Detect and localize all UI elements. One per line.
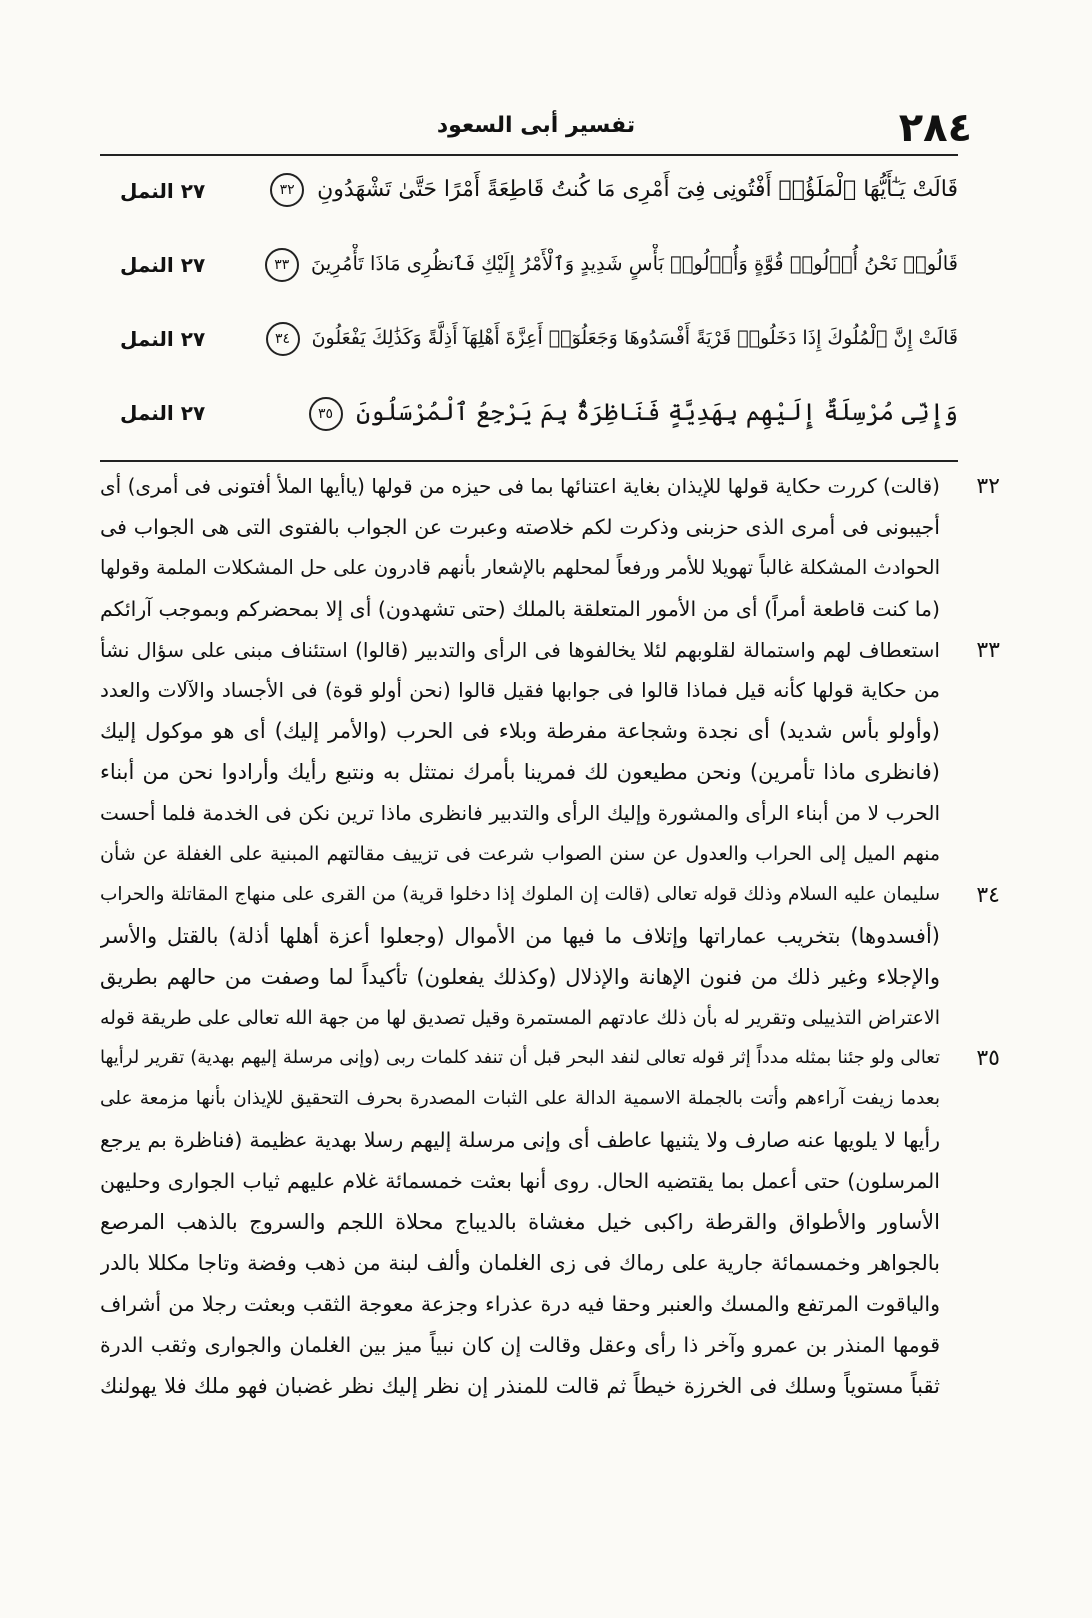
commentary-line — [100, 466, 1000, 507]
commentary-text: ثقباً مستوياً وسلك فى الخرزة خيطاً ثم قالت للمنذر إن نظر إليك نظر غضبان فهو ملك فلا يهولنك — [100, 1373, 940, 1398]
commentary-text: الأساور والأطواق والقرطة راكبى خيل مغشاة بالديباج محلاة اللجم والسروج بالذهب المرصع — [100, 1210, 940, 1235]
verse-text: قَالُوا۟ نَحْنُ أُو۟لُوا۟ قُوَّةٍ وَأُو۟لُوا۟ بَأْسٍ شَدِيدٍ وَٱلْأَمْرُ إِلَيْكِ فَٱنظُرِى مَاذَا تَأْمُرِينَ — [310, 252, 958, 275]
commentary-text: بعدما زيفت آراءهم وأتت بالجملة الاسمية الدالة على الثبات المصدرة بحرف التحقيق للإيذان بأنها مزمعة على — [100, 1088, 940, 1110]
verse-line — [100, 308, 958, 382]
commentary-line — [100, 957, 958, 998]
commentary-line — [100, 1161, 958, 1202]
commentary-text: أجيبونى فى أمرى الذى حزبنى وذكرت لكم خلاصته وعبرت عن الجواب بالفتوى التى هى الجواب فى — [100, 514, 940, 539]
commentary-text: (أفسدوها) بتخريب عماراتها وإتلاف ما فيها من الأموال (وجعلوا أعزة أهلها أذلة) بالقتل والأسر — [100, 923, 940, 948]
commentary-text: والإجلاء وغير ذلك من فنون الإهانة والإذلال (وكذلك يفعلون) تأكيداً لما وصفت من حالهم بطريق — [100, 964, 940, 989]
commentary-text: (وأولو بأس شديد) أى نجدة وشجاعة مفرطة وبلاء فى الحرب (والأمر إليك) أى هو موكول إليك — [100, 719, 940, 744]
verse-number-marker: ٣٢ — [270, 173, 304, 207]
commentary-text: قومها المنذر بن عمرو وآخر ذا رأى وعقل وقالت إن كان نبياً ميز بين الغلمان والجوارى وثقب الدرة — [100, 1332, 940, 1357]
verses-block — [100, 160, 958, 456]
commentary-line — [100, 875, 1000, 916]
verse-line — [100, 160, 958, 234]
commentary-line — [100, 1079, 958, 1120]
commentary-block — [100, 466, 1000, 1466]
page-header — [100, 100, 972, 156]
commentary-line — [100, 507, 958, 548]
commentary-text: منهم الميل إلى الحراب والعدول عن سنن الصواب شرعت فى تزييف مقالتهم المبنية على الغفلة عن شأن — [100, 843, 940, 866]
commentary-line — [100, 548, 958, 589]
verse-reference: ٢٧ النمل — [120, 179, 206, 203]
verse-reference: ٢٧ النمل — [120, 401, 206, 425]
commentary-text: (ما كنت قاطعة أمراً) أى من الأمور المتعلقة بالملك (حتى تشهدون) أى إلا بمحضركم وبموجب آرائكم — [100, 596, 940, 621]
commentary-line — [100, 630, 1000, 671]
commentary-line — [100, 1325, 958, 1366]
header-rule — [100, 154, 958, 156]
commentary-line — [100, 670, 958, 711]
commentary-text: بالجواهر وخمسمائة جارية على رماك فى زى الغلمان وألف لبنة من ذهب وفضة وتاجا مكللا بالدر — [100, 1250, 940, 1275]
verse-reference: ٢٧ النمل — [120, 253, 206, 277]
commentary-verse-number: ٣٢ — [976, 474, 1000, 499]
commentary-text: سليمان عليه السلام وذلك قوله تعالى (قالت إن الملوك إذا دخلوا قرية) من القرى على منهاج المقاتلة والحراب — [100, 883, 940, 905]
commentary-text: استعطاف لهم واستمالة لقلوبهم لئلا يخالفوها فى الرأى والتدبير (قالوا) استئناف مبنى على سؤال نشأ — [100, 637, 940, 662]
commentary-line — [100, 834, 958, 875]
commentary-verse-number: ٣٤ — [976, 882, 1000, 908]
running-title: تفسير أبى السعود — [436, 113, 636, 138]
verse-reference: ٢٧ النمل — [120, 327, 206, 351]
commentary-line — [100, 1038, 1000, 1079]
verse-text: قَالَتْ يَـٰٓأَيُّهَا ٱلْمَلَؤُا۟ أَفْتُونِى فِىٓ أَمْرِى مَا كُنتُ قَاطِعَةً أَمْرًا حَتَّىٰ تَشْهَدُونِ — [317, 177, 958, 202]
commentary-text: رأيها لا يلويها عنه صارف ولا يثنيها عاطف أى وإنى مرسلة إليهم رسلا بهدية عظيمة (فناظرة بم يرجع — [100, 1128, 940, 1153]
commentary-text: من حكاية قولها كأنه قيل فماذا قالوا فى جوابها فقيل قالوا (نحن أولو قوة) فى الأجساد والآلات والعدد — [100, 678, 940, 703]
verse-line — [100, 234, 958, 308]
verse-text: وَإِنِّى مُرْسِلَةٌ إِلَيْهِم بِهَدِيَّةٍ فَنَاظِرَةٌۢ بِمَ يَرْجِعُ ٱلْمُرْسَلُونَ — [356, 398, 958, 426]
commentary-verse-number: ٣٥ — [976, 1046, 1000, 1072]
commentary-text: الاعتراض التذييلى وتقرير له بأن ذلك عادتهم المستمرة وقيل تصديق لها من جهة الله تعالى على طريقة قوله — [100, 1006, 940, 1029]
commentary-line — [100, 1120, 958, 1161]
commentary-verse-number: ٣٣ — [976, 637, 1000, 663]
commentary-text: الحرب لا من أبناء الرأى والمشورة وإليك الرأى والتدبير فانظرى ماذا ترين نكن فى الخدمة فلما أحست — [100, 801, 940, 826]
verse-line — [100, 382, 958, 456]
commentary-line — [100, 1202, 958, 1243]
commentary-line — [100, 998, 958, 1039]
commentary-line — [100, 1284, 958, 1325]
verse-number-marker: ٣٣ — [265, 248, 299, 282]
commentary-line — [100, 711, 958, 752]
commentary-text: (قالت) كررت حكاية قولها للإيذان بغاية اعتنائها بما فى حيزه من قولها (ياأيها الملأ أفتونى فى أمرى) أى — [100, 474, 940, 498]
commentary-line — [100, 916, 958, 957]
section-rule — [100, 460, 958, 462]
commentary-text: والياقوت المرتفع والمسك والعنبر وحقا فيه درة عذراء وجزعة معوجة الثقب وبعثت رجلا من أشراف — [100, 1291, 940, 1316]
commentary-line — [100, 1243, 958, 1284]
commentary-line — [100, 752, 958, 793]
commentary-text: تعالى ولو جئنا بمثله مدداً إثر قوله تعالى لنفد البحر قبل أن تنفد كلمات ربى (وإنى مرسلة إليهم بهدية) تقرير لرأيها — [100, 1047, 940, 1069]
verse-number-marker: ٣٤ — [266, 322, 300, 356]
commentary-text: المرسلون) حتى أعمل بما يقتضيه الحال. روى أنها بعثت خمسمائة غلام عليهم ثياب الجوارى وحليهن — [100, 1169, 940, 1194]
verse-number-marker: ٣٥ — [309, 397, 343, 431]
commentary-text: (فانظرى ماذا تأمرين) ونحن مطيعون لك فمرينا بأمرك نمتثل به ونتبع رأيك وأرادوا نحن من أبناء — [100, 760, 940, 785]
verse-text: قَالَتْ إِنَّ ٱلْمُلُوكَ إِذَا دَخَلُوا۟ قَرْيَةً أَفْسَدُوهَا وَجَعَلُوٓا۟ أَعِزَّةَ أَهْلِهَآ أَذِلَّةً وَكَذَٰلِكَ يَفْعَلُونَ — [311, 327, 958, 349]
page-number: ٢٨٤ — [898, 105, 972, 151]
commentary-line — [100, 589, 958, 630]
commentary-line — [100, 1366, 958, 1407]
commentary-text: الحوادث المشكلة غالباً تهويلا للأمر ورفعاً لمحلهم بالإشعار بأنهم قادرون على حل المشكلات الملمة وقولها — [100, 555, 940, 579]
commentary-line — [100, 793, 958, 834]
